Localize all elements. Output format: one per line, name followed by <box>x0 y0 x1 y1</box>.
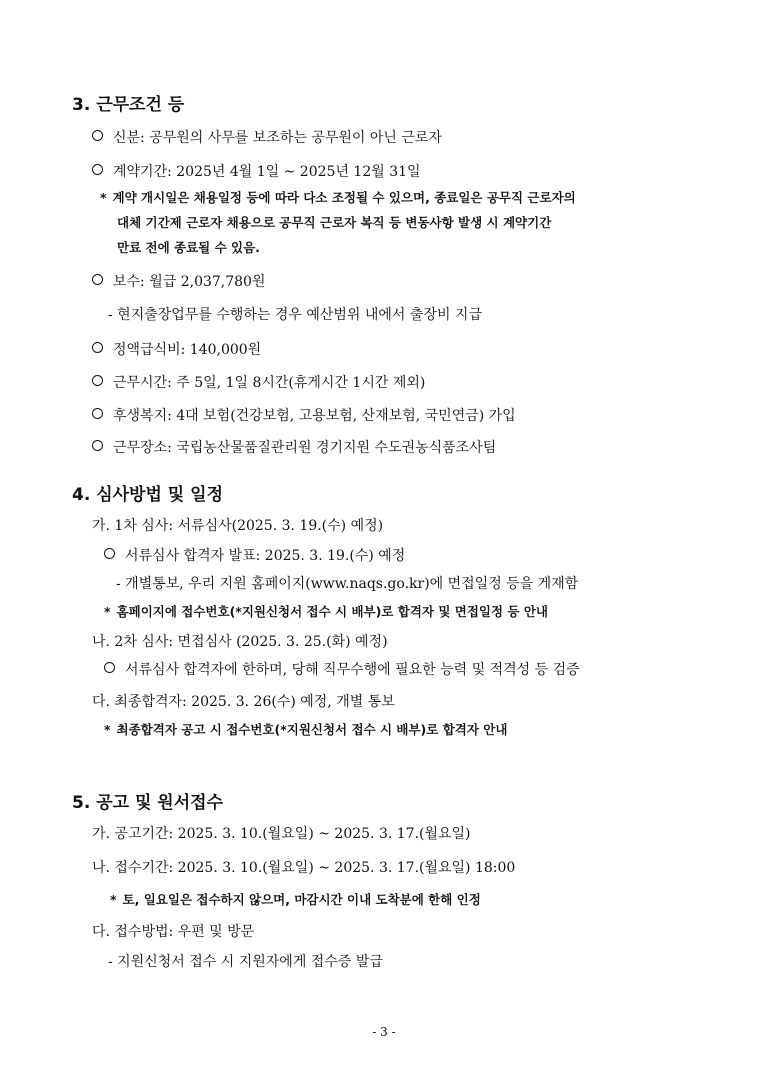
section-3-title: 3. 근무조건 등 <box>72 95 185 115</box>
page-number: - 3 - <box>372 1025 396 1039</box>
receipt-period: 나. 접수기간: 2025. 3. 10.(월요일) ~ 2025. 3. 17.(월요일) 18:00 <box>92 860 516 876</box>
pay-text: 보수: 월급 2,037,780원 <box>113 274 266 290</box>
contract-note-1-text: 계약 개시일은 채용일정 등에 따라 다소 조정될 수 있으며, 종료일은 공무직 근로자의 <box>112 190 576 205</box>
receipt-method: 다. 접수방법: 우편 및 방문 <box>92 924 255 940</box>
receipt-star-note <box>110 890 481 910</box>
status-item <box>92 128 442 148</box>
welfare-item <box>92 406 516 426</box>
pay-note: - 현지출장업무를 수행하는 경우 예산범위 내에서 출장비 지급 <box>108 307 482 323</box>
circle-bullet-icon <box>92 408 103 419</box>
location-text: 근무장소: 국립농산물품질관리원 경기지원 수도권농식품조사팀 <box>113 440 497 456</box>
first-pass-text: 서류심사 합격자 발표: 2025. 3. 19.(수) 예정 <box>125 548 406 564</box>
second-note-item <box>104 660 580 680</box>
circle-bullet-icon <box>104 548 115 559</box>
receipt-star-text: 토, 일요일은 접수하지 않으며, 마감시간 이내 도착분에 한해 인정 <box>122 892 481 907</box>
notice-period: 가. 공고기간: 2025. 3. 10.(월요일) ~ 2025. 3. 17.(월요일) <box>92 826 471 842</box>
circle-bullet-icon <box>92 164 103 175</box>
welfare-text: 후생복지: 4대 보험(건강보험, 고용보험, 산재보험, 국민연금) 가입 <box>113 408 516 424</box>
first-star-text: 홈페이지에 접수번호(*지원신청서 접수 시 배부)로 합격자 및 면접일정 등 안내 <box>116 604 549 619</box>
meal-text: 정액급식비: 140,000원 <box>113 342 262 358</box>
circle-bullet-icon <box>92 342 103 353</box>
contract-text: 계약기간: 2025년 4월 1일 ~ 2025년 12월 31일 <box>113 164 421 180</box>
circle-bullet-icon <box>92 274 103 285</box>
first-star-note <box>104 602 548 622</box>
contract-note-line-3: 만료 전에 종료될 수 있음. <box>117 240 260 255</box>
first-pass-note: - 개별통보, 우리 지원 홈페이지(www.naqs.go.kr)에 면접일정 등을 게재함 <box>116 576 579 592</box>
final-pass: 다. 최종합격자: 2025. 3. 26(수) 예정, 개별 통보 <box>92 694 395 710</box>
hours-item <box>92 373 425 393</box>
section-5-title: 5. 공고 및 원서접수 <box>72 793 223 813</box>
final-star-text: 최종합격자 공고 시 접수번호(*지원신청서 접수 시 배부)로 합격자 안내 <box>116 722 508 737</box>
meal-item <box>92 340 261 360</box>
circle-bullet-icon <box>92 130 103 141</box>
asterisk-icon: * <box>104 604 111 619</box>
asterisk-icon: * <box>100 190 107 205</box>
contract-note-line-2: 대체 기간제 근로자 채용으로 공무직 근로자 복직 등 변동사항 발생 시 계약기간 <box>117 215 552 230</box>
circle-bullet-icon <box>92 440 103 451</box>
final-star-note <box>104 720 507 740</box>
second-note-text: 서류심사 합격자에 한하며, 당해 직무수행에 필요한 능력 및 적격성 등 검증 <box>125 662 580 678</box>
receipt-method-note: - 지원신청서 접수 시 지원자에게 접수증 발급 <box>108 954 383 970</box>
asterisk-icon: * <box>110 892 117 907</box>
contract-item <box>92 162 421 182</box>
first-pass-item <box>104 546 405 566</box>
hours-text: 근무시간: 주 5일, 1일 8시간(휴게시간 1시간 제외) <box>113 375 426 391</box>
status-text: 신분: 공무원의 사무를 보조하는 공무원이 아닌 근로자 <box>113 130 442 146</box>
pay-item <box>92 272 266 292</box>
circle-bullet-icon <box>92 375 103 386</box>
section-4-title: 4. 심사방법 및 일정 <box>72 485 223 505</box>
contract-note-line-1 <box>100 188 576 208</box>
asterisk-icon: * <box>104 722 111 737</box>
second-review: 나. 2차 심사: 면접심사 (2025. 3. 25.(화) 예정) <box>92 634 388 650</box>
first-review: 가. 1차 심사: 서류심사(2025. 3. 19.(수) 예정) <box>92 518 384 534</box>
circle-bullet-icon <box>104 662 115 673</box>
location-item <box>92 438 496 458</box>
